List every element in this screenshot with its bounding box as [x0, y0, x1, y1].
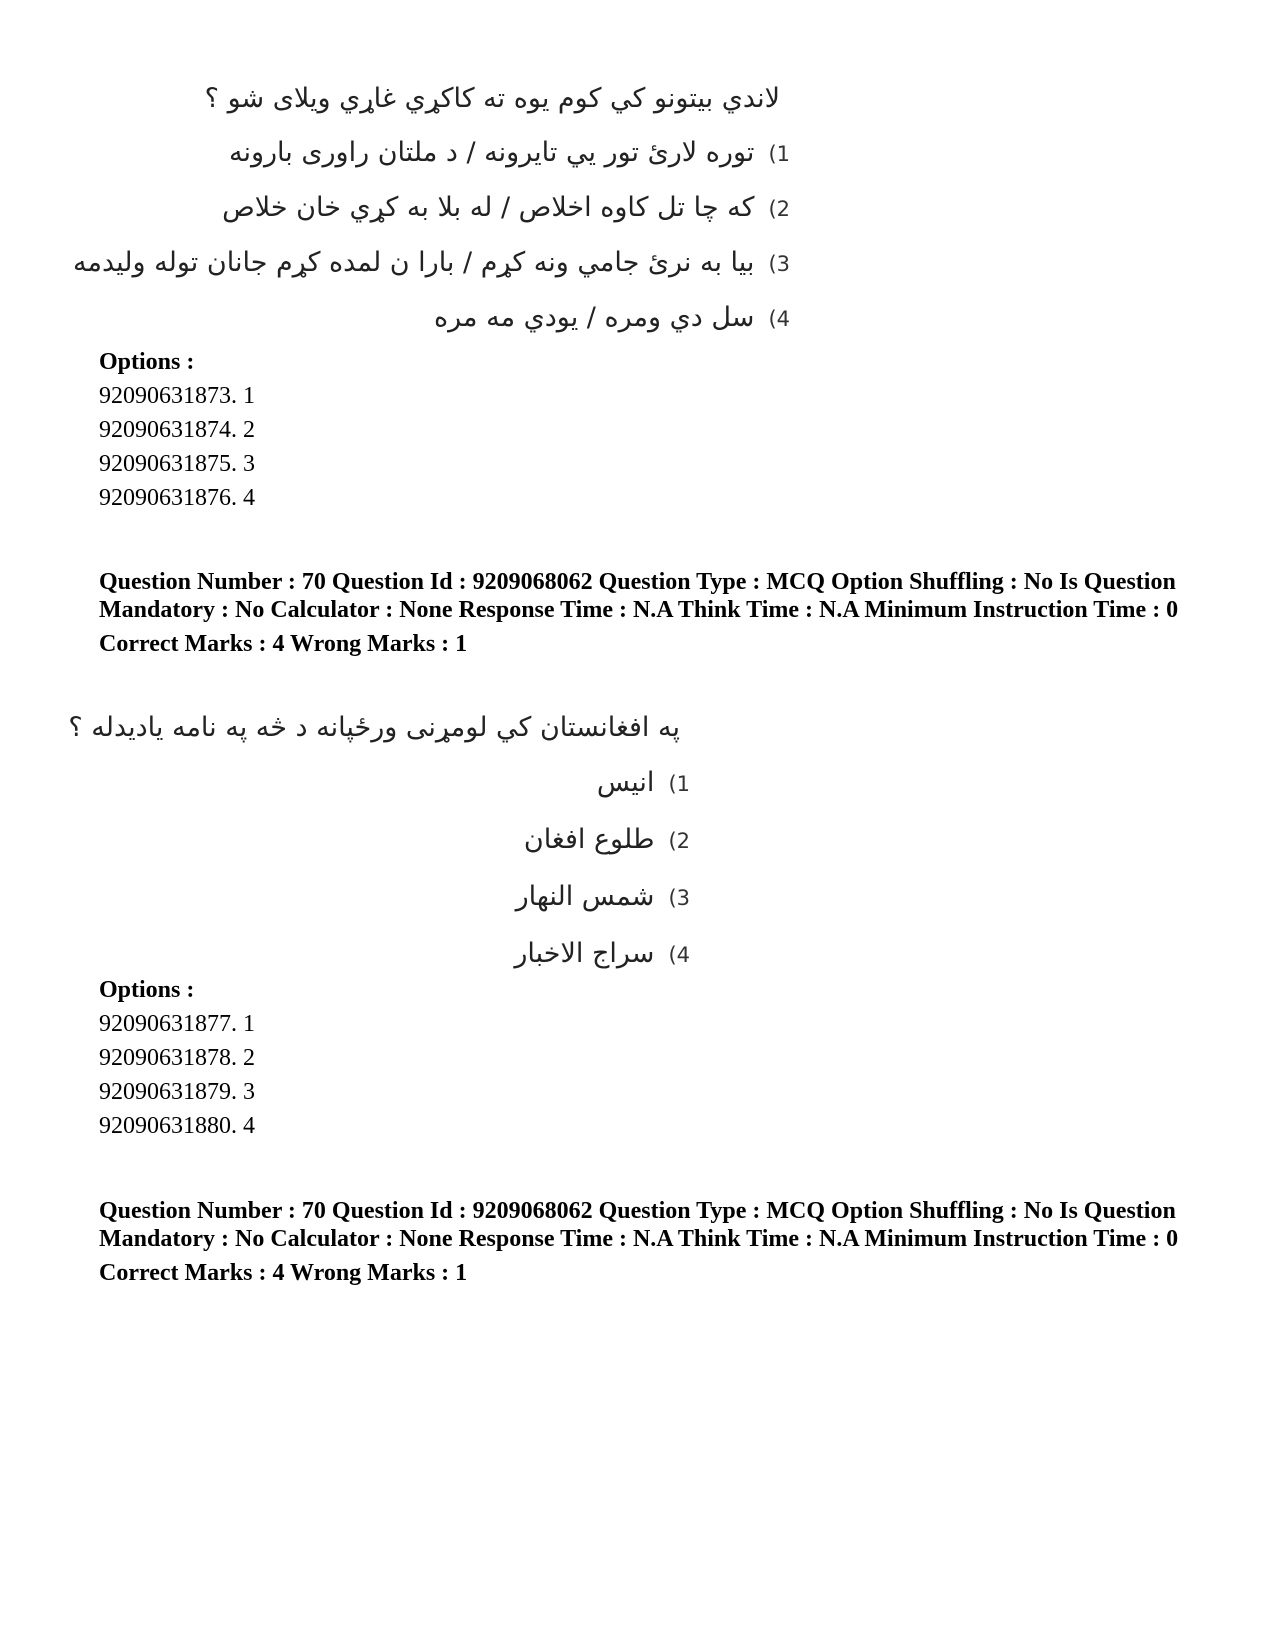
choice-text: سراج الاخبار [514, 938, 655, 969]
option-item: 92090631875. 3 [99, 451, 255, 477]
choice-text: شمس النهار [515, 881, 655, 912]
question-meta-block [99, 568, 1179, 658]
option-item: 92090631873. 1 [99, 383, 255, 409]
question-meta-block [99, 1197, 1179, 1287]
option-item: 92090631879. 3 [99, 1079, 255, 1105]
choice-number: (1 [768, 142, 790, 166]
choice-row [110, 181, 790, 236]
option-item: 92090631880. 4 [99, 1113, 255, 1139]
choice-row [110, 126, 790, 181]
choice-number: (2 [768, 197, 790, 221]
choice-row [130, 755, 690, 812]
option-item: 92090631878. 2 [99, 1045, 255, 1071]
choice-row [110, 291, 790, 346]
choice-row [130, 869, 690, 926]
options-list [99, 345, 1179, 515]
choice-text: بيا به نرئ جامي ونه كړم / بارا ن لمده كړم جانان توله وليدمه [73, 247, 755, 278]
option-item: 92090631874. 2 [99, 417, 255, 443]
choice-number: (4 [668, 943, 690, 967]
options-title: Options : [99, 977, 195, 1003]
choice-row [130, 812, 690, 869]
choice-text: سل دي ومره / يودي مه مره [434, 302, 755, 333]
question-marks: Correct Marks : 4 Wrong Marks : 1 [99, 1260, 468, 1286]
choice-text: طلوع افغان [523, 824, 655, 855]
question-metadata: Question Number : 70 Question Id : 9209068062 Question Type : MCQ Option Shuffling : No Is Question Mandatory : No Calculator : None Response Time : N.A Think Time : N.A Minimum Instruction Time : 0 [99, 1198, 1179, 1252]
options-list [99, 973, 1179, 1143]
choice-text: انيس [596, 767, 655, 798]
question-stem: په افغانستان كي لومړنی ورځپانه د څه په نامه يادیدله ؟ [68, 712, 680, 743]
choice-number: (3 [668, 886, 690, 910]
choice-number: (3 [768, 252, 790, 276]
choice-number: (4 [768, 307, 790, 331]
question-image-pashto [68, 700, 690, 983]
choice-number: (1 [668, 772, 690, 796]
question-image-pashto [73, 72, 790, 346]
option-item: 92090631876. 4 [99, 485, 255, 511]
question-stem: لاندي بيتونو كي كوم يوه ته كاكړي غاړي ويلاى شو ؟ [204, 83, 780, 114]
choice-text: كه چا تل كاوه اخلاص / له بلا به كړي خان خلاص [222, 192, 755, 223]
options-title: Options : [99, 349, 195, 375]
question-metadata: Question Number : 70 Question Id : 9209068062 Question Type : MCQ Option Shuffling : No Is Question Mandatory : No Calculator : None Response Time : N.A Think Time : N.A Minimum Instruction Time : 0 [99, 569, 1179, 623]
option-item: 92090631877. 1 [99, 1011, 255, 1037]
choice-number: (2 [668, 829, 690, 853]
choice-text: توره لارئ تور يي تايرونه / د ملتان راوری بارونه [228, 137, 755, 168]
choice-row [73, 236, 790, 291]
question-marks: Correct Marks : 4 Wrong Marks : 1 [99, 631, 468, 657]
